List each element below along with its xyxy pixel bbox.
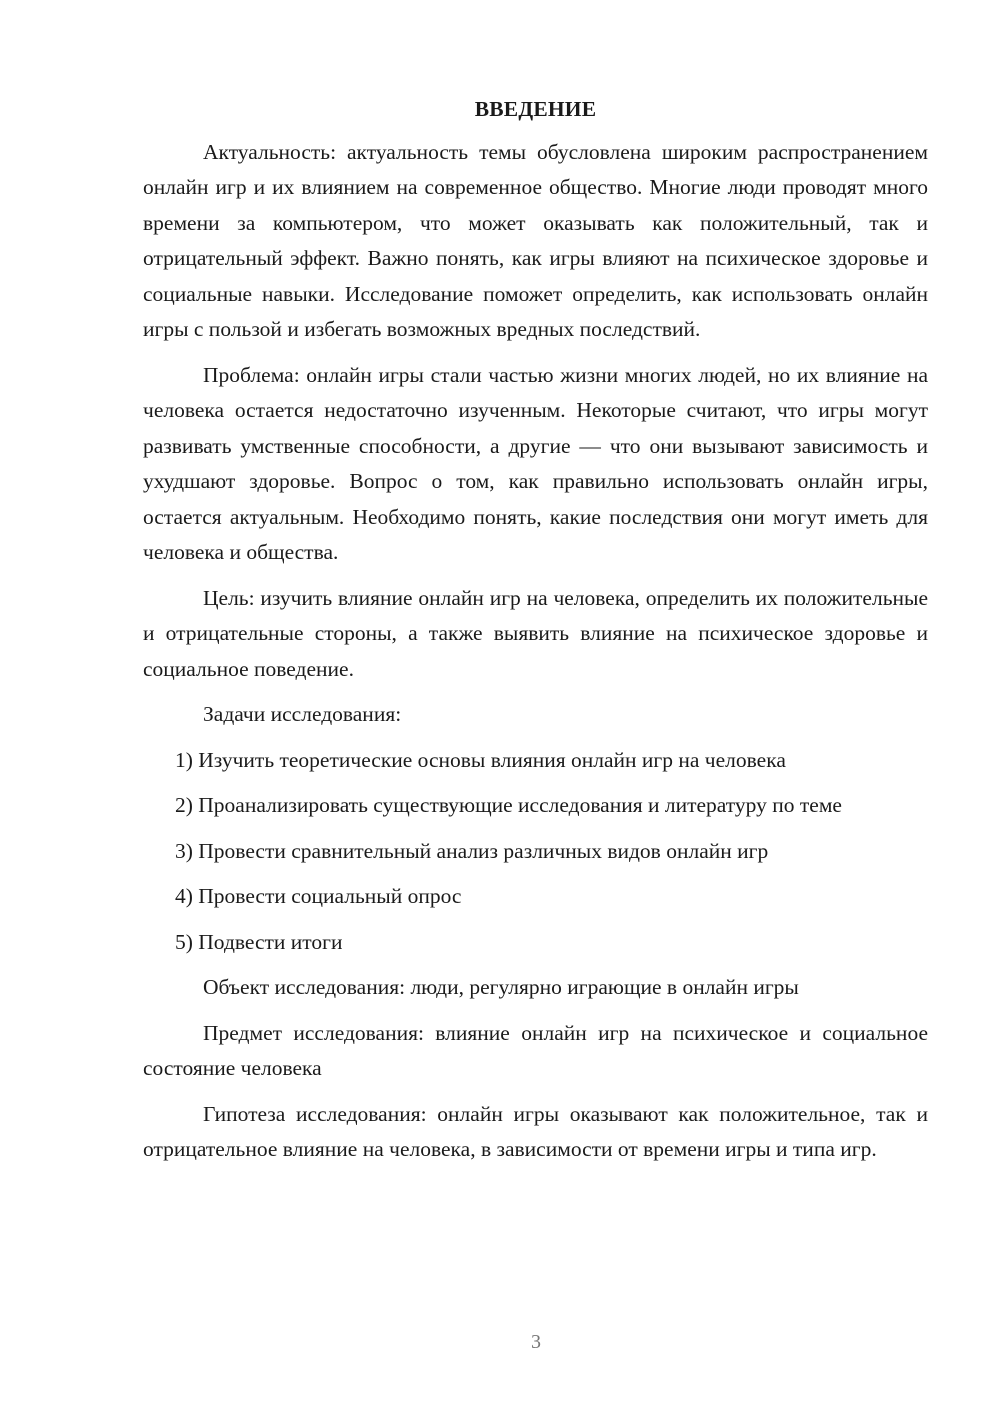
object-paragraph: Объект исследования: люди, регулярно играющие в онлайн игры [203, 975, 799, 999]
relevance-paragraph: Актуальность: актуальность темы обусловлена широким распространением онлайн игр и их влиянием на современное общество. Многие люди проводят много времени за компьютером, что может оказывать как положительный, так и отрицательный эффект. Важно понять, как игры влияют на психическое здоровье и социальные навыки. Исследование поможет определить, как использовать онлайн игры с пользой и избегать возможных вредных последствий. [143, 139, 928, 341]
page-number: 3 [531, 1331, 541, 1353]
section-heading: ВВЕДЕНИЕ [474, 97, 597, 121]
task-item-5: 5) Подвести итоги [175, 929, 343, 954]
task-item-3: 3) Провести сравнительный анализ различных видов онлайн игр [175, 838, 769, 863]
task-item-2: 2) Проанализировать существующие исследования и литературу по теме [175, 793, 842, 817]
goal-paragraph: Цель: изучить влияние онлайн игр на человека, определить их положительные и отрицательные стороны, а также выявить влияние на психическое здоровье и социальное поведение. [143, 585, 928, 681]
problem-paragraph: Проблема: онлайн игры стали частью жизни многих людей, но их влияние на человека остается недостаточно изученным. Некоторые считают, что игры могут развивать умственные способности, а другие — что они вызывают зависимость и ухудшают здоровье. Вопрос о том, как правильно использовать онлайн игры, остается актуальным. Необходимо понять, какие последствия они могут иметь для человека и общества. [143, 362, 928, 564]
task-item-4: 4) Провести социальный опрос [175, 884, 462, 908]
hypothesis-paragraph: Гипотеза исследования: онлайн игры оказывают как положительное, так и отрицательное влияние на человека, в зависимости от времени игры и типа игр. [143, 1101, 928, 1161]
subject-paragraph: Предмет исследования: влияние онлайн игр на психическое и социальное состояние человека [143, 1020, 928, 1080]
tasks-title: Задачи исследования: [203, 702, 402, 726]
task-item-1: 1) Изучить теоретические основы влияния онлайн игр на человека [175, 747, 786, 772]
document-body [143, 92, 928, 1178]
